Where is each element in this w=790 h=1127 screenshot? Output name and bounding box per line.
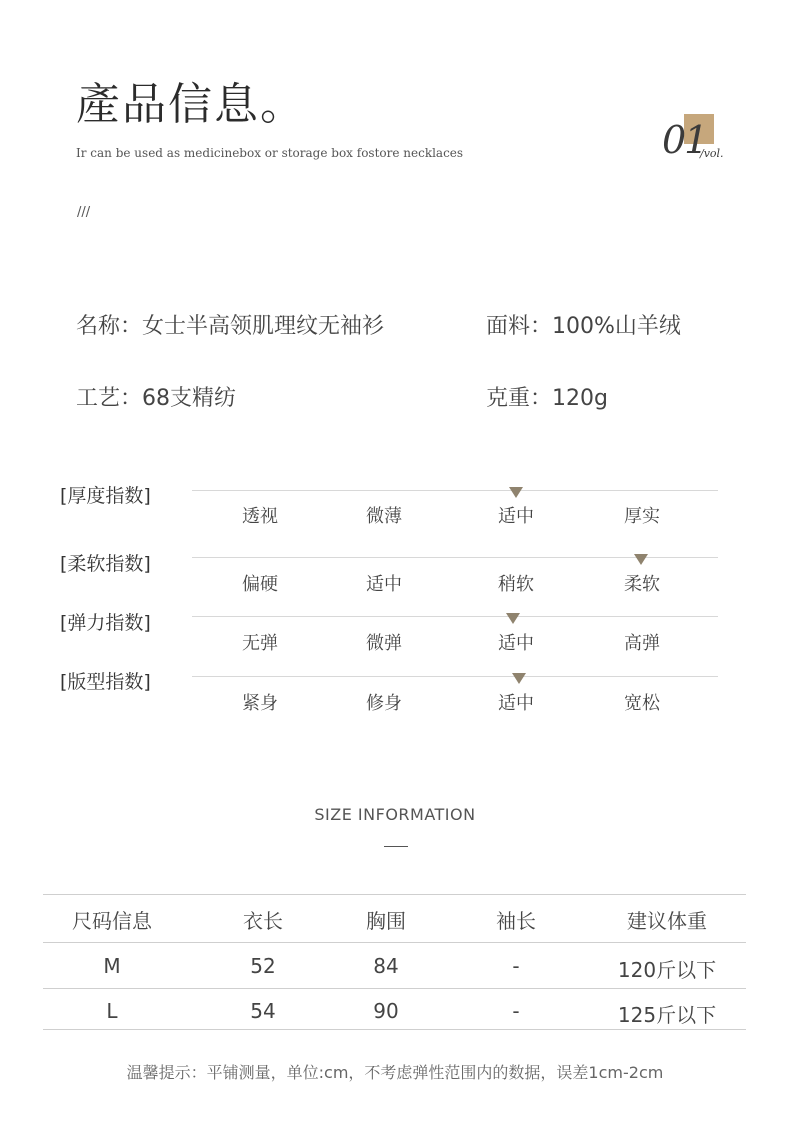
index-line bbox=[192, 490, 718, 491]
index-option: 厚实 bbox=[624, 506, 660, 527]
index-option: 适中 bbox=[498, 633, 534, 654]
vol-suffix: /vol. bbox=[700, 147, 724, 160]
table-row-divider bbox=[43, 988, 746, 989]
index-option: 微薄 bbox=[366, 506, 402, 527]
column-header: 胸围 bbox=[366, 909, 406, 933]
chest-cell: 84 bbox=[373, 954, 399, 978]
size-cell: L bbox=[106, 999, 118, 1023]
product-name: 名称：女士半高领肌理纹无袖衫 bbox=[76, 314, 385, 339]
product-weight: 克重：120g bbox=[486, 386, 608, 411]
weight-cell: 120斤以下 bbox=[617, 958, 717, 982]
decorative-slashes: /// bbox=[77, 205, 91, 220]
sleeve-cell: - bbox=[512, 954, 520, 978]
weight-cell: 125斤以下 bbox=[617, 1003, 717, 1027]
size-section-heading: SIZE INFORMATION bbox=[314, 805, 476, 824]
column-header: 袖长 bbox=[496, 909, 536, 933]
length-cell: 54 bbox=[250, 999, 276, 1023]
index-line bbox=[192, 616, 718, 617]
index-line bbox=[192, 676, 718, 677]
vol-number: 01 bbox=[662, 118, 707, 162]
index-option: 柔软 bbox=[624, 574, 660, 595]
index-label: [弹力指数] bbox=[60, 612, 151, 634]
length-cell: 52 bbox=[250, 954, 276, 978]
product-craft: 工艺：68支精纺 bbox=[76, 386, 236, 411]
page-title: 產品信息。 bbox=[76, 79, 306, 130]
index-option: 紧身 bbox=[242, 693, 278, 714]
index-label: [柔软指数] bbox=[60, 553, 151, 575]
index-option: 透视 bbox=[242, 506, 278, 527]
page-subtitle: Ir can be used as medicinebox or storage box fostore necklaces bbox=[76, 146, 464, 160]
index-option: 适中 bbox=[498, 506, 534, 527]
table-bottom-border bbox=[43, 1029, 746, 1030]
index-label: [厚度指数] bbox=[60, 485, 151, 507]
size-cell: M bbox=[103, 954, 121, 978]
index-marker-icon bbox=[634, 554, 648, 565]
index-option: 适中 bbox=[498, 693, 534, 714]
index-option: 无弹 bbox=[242, 633, 278, 654]
index-option: 偏硬 bbox=[242, 574, 278, 595]
index-marker-icon bbox=[509, 487, 523, 498]
product-fabric: 面料：100%山羊绒 bbox=[486, 314, 681, 339]
heading-divider bbox=[384, 846, 408, 847]
index-option: 修身 bbox=[366, 693, 402, 714]
index-marker-icon bbox=[506, 613, 520, 624]
column-header: 衣长 bbox=[243, 909, 283, 933]
index-option: 适中 bbox=[366, 574, 402, 595]
index-option: 微弹 bbox=[366, 633, 402, 654]
chest-cell: 90 bbox=[373, 999, 399, 1023]
column-header: 尺码信息 bbox=[72, 909, 152, 933]
index-marker-icon bbox=[512, 673, 526, 684]
column-header: 建议体重 bbox=[627, 909, 707, 933]
sleeve-cell: - bbox=[512, 999, 520, 1023]
index-option: 高弹 bbox=[624, 633, 660, 654]
index-option: 稍软 bbox=[498, 574, 534, 595]
table-row-divider bbox=[43, 942, 746, 943]
index-label: [版型指数] bbox=[60, 671, 151, 693]
measurement-note: 温馨提示：平铺测量，单位:cm，不考虑弹性范围内的数据，误差1cm-2cm bbox=[126, 1063, 664, 1082]
index-option: 宽松 bbox=[624, 693, 660, 714]
table-top-border bbox=[43, 894, 746, 895]
